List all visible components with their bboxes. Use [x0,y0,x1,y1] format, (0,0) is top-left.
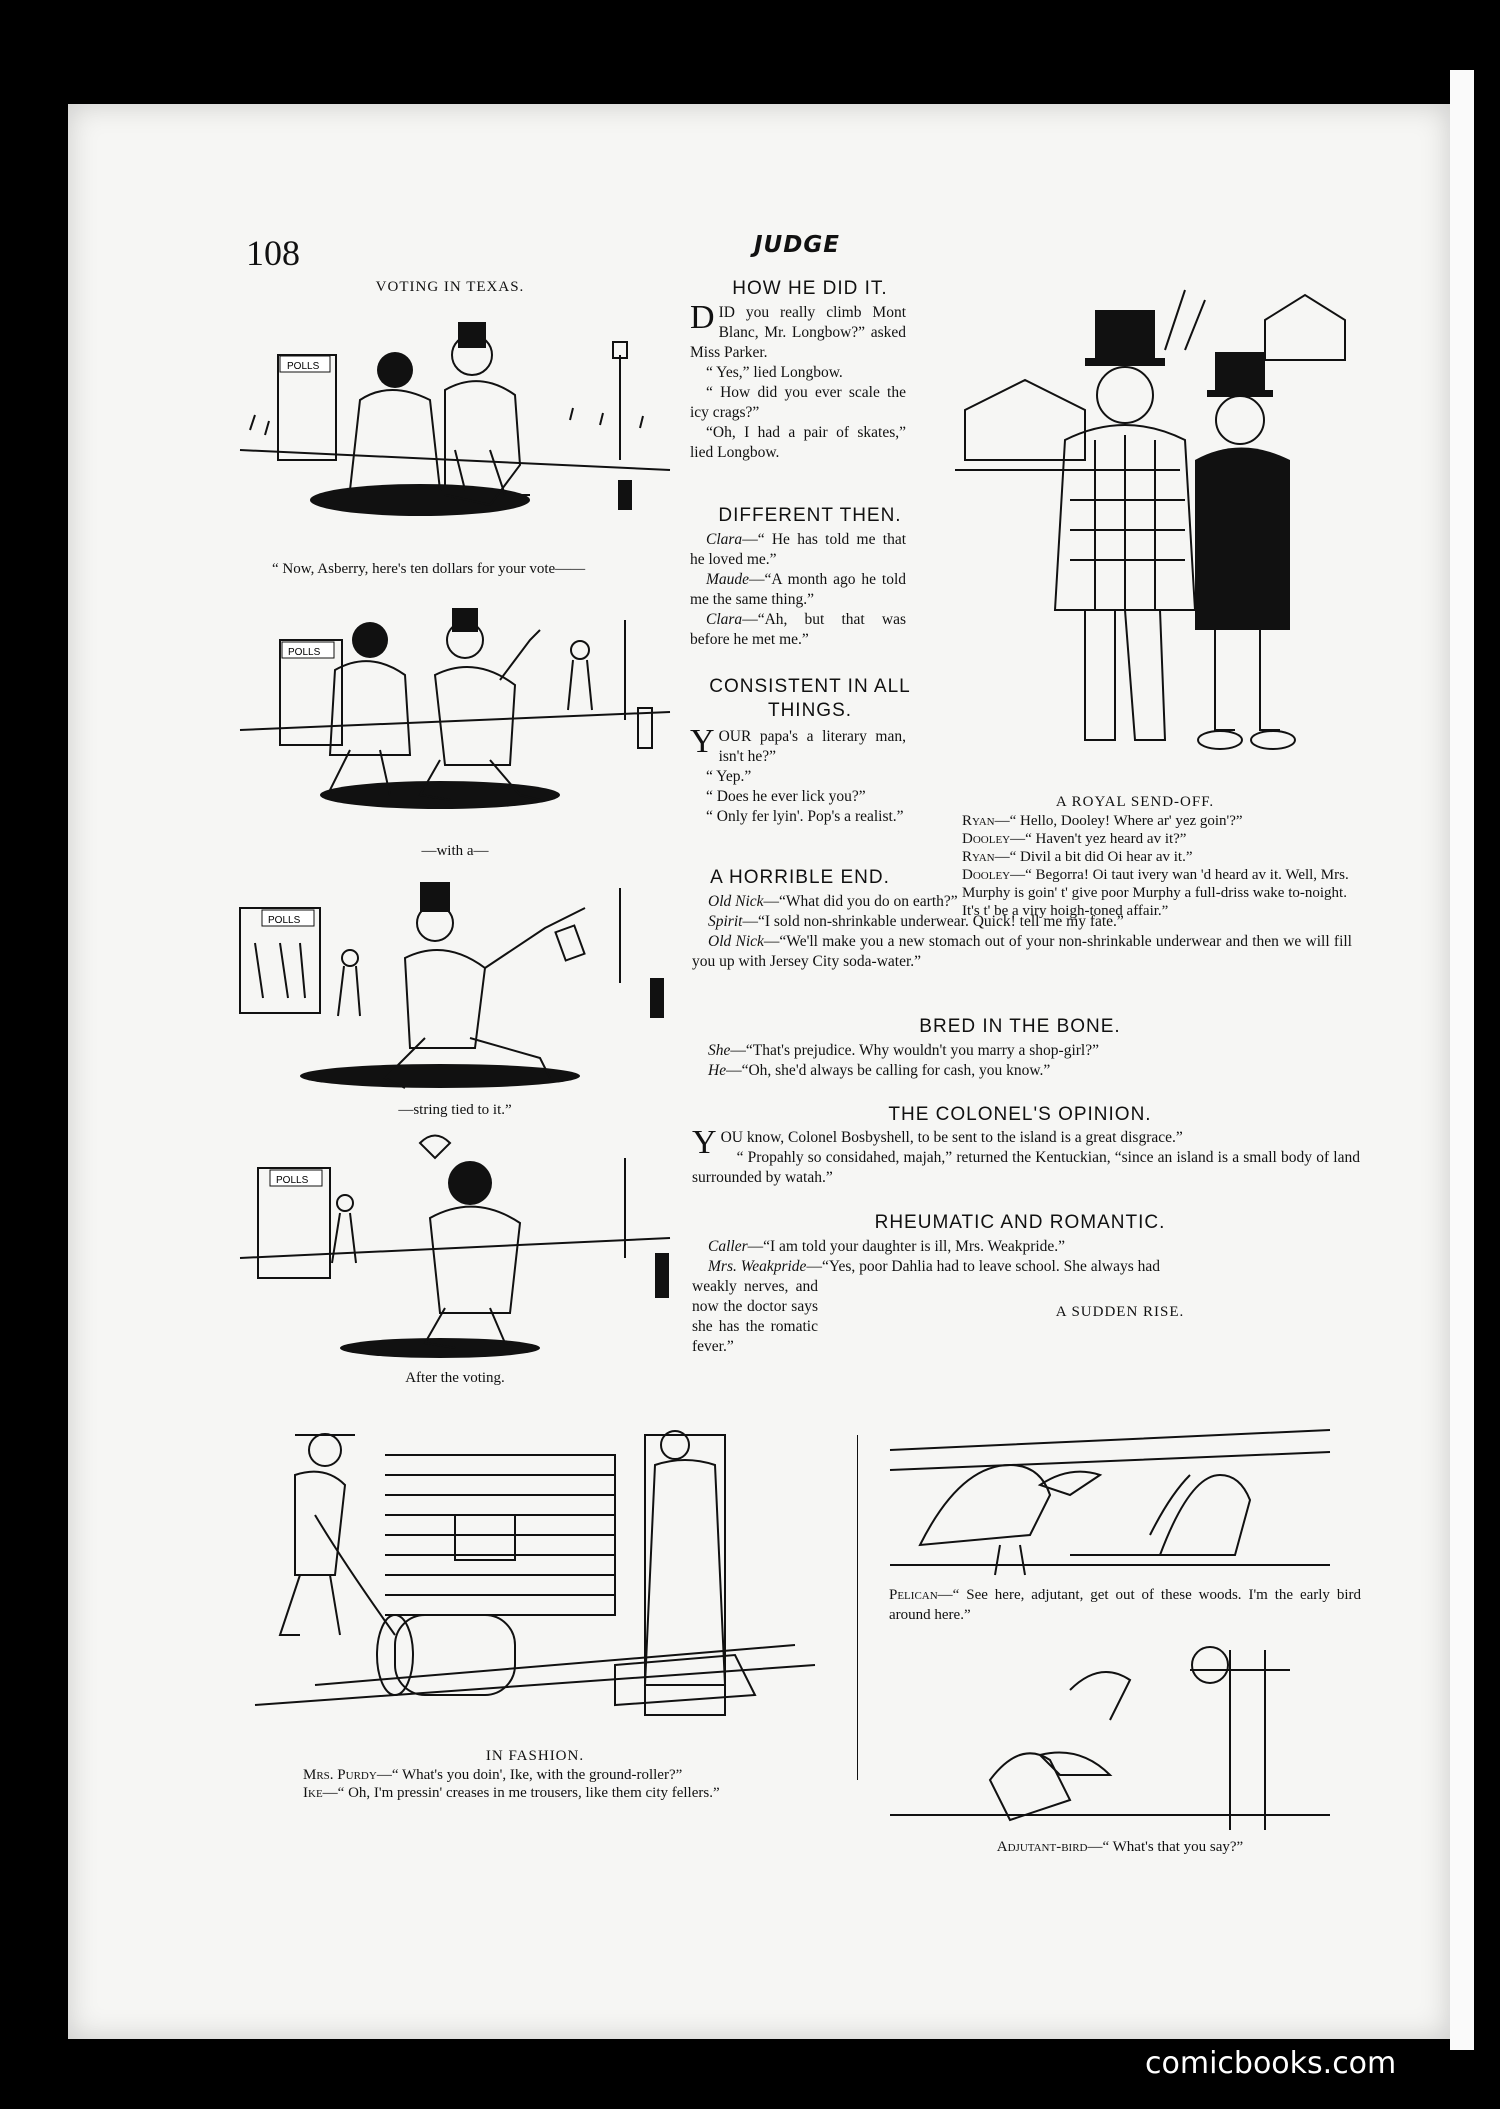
bred-heading: BRED IN THE BONE. [919,1016,1121,1037]
voting-panel-3 [240,868,670,1103]
colonel-text: YOU know, Colonel Bosbyshell, to be sent to the island is a great disgrace.” “ Propahly so considahed, majah,” returned the Kentuckian, “since an island is a small body of land surrounded by watah.” [692,1124,1360,1186]
horrible-end-text: Old Nick—“What did you do on earth?” Spirit—“I sold non-shrinkable underwear. Quick! tell me my fate.” Old Nick—“We'll make you a new stomach out of your non-shrinkable underwear and then we will fill you up with Jersey City soda-water.” [692,893,1352,970]
polls-sign: POLLS [287,361,320,372]
svg-text:POLLS: POLLS [288,647,321,658]
colonel-heading: THE COLONEL'S OPINION. [888,1104,1152,1125]
sudden-rise-panel-1 [890,1395,1330,1580]
watermark: comicbooks.com [1145,2046,1397,2081]
fashion-title: IN FASHION. [485,1748,585,1764]
bred-text: She—“That's prejudice. Why wouldn't you marry a shop-girl?” He—“Oh, she'd always be calling for cash, you know.” [708,1042,1099,1079]
voting-caption-1: “ Now, Asberry, here's ten dollars for your vote—— [272,561,586,577]
voting-panel-4 [240,1128,670,1368]
rheumatic-heading: RHEUMATIC AND ROMANTIC. [874,1212,1166,1233]
voting-panel-2 [240,600,670,830]
page-edge [1450,70,1474,2050]
column-divider [857,1435,858,1780]
page-number: 108 [246,233,300,273]
different-then-text: Clara—“ He has told me that he loved me.” Maude—“A month ago he told me the same thing.” Clara—“Ah, but that was before he met me.” [690,531,906,648]
voting-panel-1 [240,310,670,555]
svg-text:POLLS: POLLS [268,915,301,926]
consistent-text: YOUR papa's a literary man, isn't he?” “ Yep.” “ Does he ever lick you?” “ Only fer lyin'. Pop's a realist.” [690,723,906,825]
voting-title: VOTING IN TEXAS. [375,279,525,295]
sudden-caption-1: Pelican—“ See here, adjutant, get out of these woods. I'm the early bird around here.” [889,1587,1361,1623]
consistent-heading: CONSISTENT IN ALL THINGS. [709,676,911,721]
how-he-did-it-text: DID you really climb Mont Blanc, Mr. Longbow?” asked Miss Parker. “ Yes,” lied Longbow. “ How did you ever scale the icy crags?” “Oh, I had a pair of skates,” lied Longbow. [690,299,906,461]
voting-caption-4: After the voting. [405,1370,505,1386]
in-fashion-illustration [255,1405,815,1745]
voting-caption-2: —with a— [421,843,489,859]
royal-dialogue: Ryan—“ Hello, Dooley! Where ar' yez goin'?” Dooley—“ Haven't yez heard av it?” Ryan—“ Divil a bit did Oi hear av it.” Dooley—“ Begorra! Oi taut ivery wan 'd heard av it. Well, Mrs. Murphy is goin' t' give poor Murphy a full-driss wake to-noight. It's t' be a viry hoigh-toned affair.” [962,813,1349,919]
how-he-did-it-heading: HOW HE DID IT. [732,278,888,299]
voting-caption-3: —string tied to it.” [398,1102,512,1118]
royal-title: A ROYAL SEND-OFF. [1055,794,1215,810]
svg-text:POLLS: POLLS [276,1175,309,1186]
magazine-title: JUDGE [754,232,840,258]
rheumatic-text-wide: Caller—“I am told your daughter is ill, Mrs. Weakpride.” Mrs. Weakpride—“Yes, poor Dahlia had to leave school. She always had [708,1238,1161,1275]
sudden-title: A SUDDEN RISE. [1055,1304,1185,1320]
different-then-heading: DIFFERENT THEN. [718,505,902,526]
sudden-rise-panel-2 [890,1630,1330,1830]
royal-send-off-illustration [945,270,1345,770]
rheumatic-text-narrow: weakly nerves, and now the doctor says she has the romatic fever.” [692,1278,818,1355]
dropcap: D [690,299,715,336]
sudden-caption-2: Adjutant-bird—“ What's that you say?” [996,1839,1244,1855]
fashion-dialogue: Mrs. Purdy—“ What's you doin', Ike, with the ground-roller?” Ike—“ Oh, I'm pressin' creases in me trousers, like them city fellers.” [303,1767,720,1801]
horrible-end-heading: A HORRIBLE END. [710,867,890,888]
